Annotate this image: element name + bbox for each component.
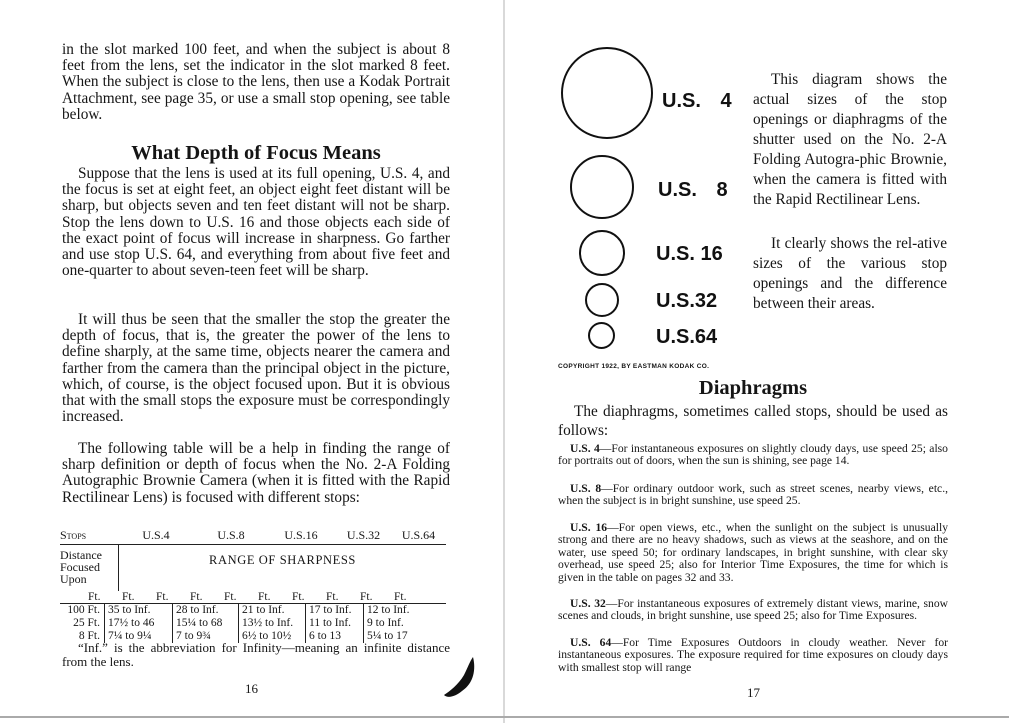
section-heading: What Depth of Focus Means xyxy=(131,142,381,164)
diaphragm-item xyxy=(558,483,948,508)
diaphragm-label: U.S. 8 xyxy=(570,482,602,495)
page-number: 16 xyxy=(245,681,258,696)
depth-of-focus-table xyxy=(60,528,446,643)
diaphragm-label: U.S. 4 xyxy=(570,442,600,455)
diaphragm-label: U.S. 16 xyxy=(570,521,608,534)
diaphragms-intro: The diaphragms, sometimes called stops, should be used as follows: xyxy=(558,403,948,439)
ft-label: Ft. xyxy=(122,591,135,603)
diaphragm-text: —For open views, etc., when the sunlight on the subject is unusually strong and there are no heavy shadows, such as views at the seashore, and on the water, use speed 50; for ordinary landscapes, in bright sunshine, with clear sky overhead, use speed 25; also for Interior Time Exposures, the time for which is given in the table on pages 32 and 33. xyxy=(558,521,948,584)
label-line: Upon xyxy=(60,572,87,586)
range-cell: 5¼ to 17 xyxy=(363,630,419,643)
range-cell: 6 to 13 xyxy=(305,630,363,643)
ft-label: Ft. xyxy=(224,591,237,603)
distance-cell: 25 Ft. xyxy=(73,617,100,629)
diaphragm-item xyxy=(558,637,948,674)
stop-label: U.S.32 xyxy=(656,290,718,312)
stop-header: U.S.32 xyxy=(346,528,381,542)
table-row xyxy=(60,604,446,617)
diaphragm-item xyxy=(558,443,948,468)
diaphragms-heading: Diaphragms xyxy=(698,377,808,399)
range-cell: 28 to Inf. xyxy=(172,604,238,617)
diaphragm-label: U.S. 64 xyxy=(570,636,612,649)
stop-circle-us16 xyxy=(579,230,625,276)
stop-label: U.S. 16 xyxy=(656,243,723,265)
range-cell: 17½ to 46 xyxy=(104,617,172,630)
stops-header-row xyxy=(60,528,446,545)
table-body xyxy=(60,604,446,643)
diaphragm-text: —For Time Exposures Outdoors in cloudy weather. Never for instantaneous exposures. The exposure required for time exposures on cloudy days with smallest stop will range xyxy=(558,636,948,674)
stops-label: Stops xyxy=(60,528,87,542)
ft-row xyxy=(60,591,446,604)
distance-label xyxy=(60,545,119,591)
stop-label: U.S.64 xyxy=(656,326,718,348)
stop-circle-us64 xyxy=(588,322,615,349)
diagram-description: It clearly shows the rel-ative sizes of the various stop openings and the difference between their areas. xyxy=(753,235,947,312)
range-cell: 6½ to 10½ xyxy=(238,630,305,643)
distance-cell: 8 Ft. xyxy=(78,630,100,642)
ft-label: Ft. xyxy=(156,591,169,603)
range-cell: 13½ to Inf. xyxy=(238,617,305,630)
ft-label: Ft. xyxy=(258,591,271,603)
range-cell: 21 to Inf. xyxy=(238,604,305,617)
stop-circle-us8 xyxy=(570,155,634,219)
range-cell: 7 to 9¾ xyxy=(172,630,238,643)
stop-label: U.S. 8 xyxy=(658,179,728,201)
stop-circle-us32 xyxy=(585,283,619,317)
range-cell: 17 to Inf. xyxy=(305,604,363,617)
body-paragraph: Suppose that the lens is used at its full opening, U.S. 4, and the focus is set at eight feet, an object eight feet distant will be sharp, but objects seven and ten feet distant will not be sharp. Stop the lens down to U.S. 16 and those objects each side of the exact point of focus will increase in sharpness. Go farther and use stop U.S. 64, and everything from about five feet and one-quarter to about seven-teen feet will be sharp. xyxy=(62,165,450,280)
ft-label: Ft. xyxy=(394,591,407,603)
stop-header: U.S.4 xyxy=(142,528,170,542)
body-paragraph: It will thus be seen that the smaller the stop the greater the depth of focus, that is, the greater the power of the lens to define sharply, at the same time, objects nearer the camera and farther from the camera than the principal object in the picture, which, of course, is the object focused upon. But it is obvious that with the small stops the exposure must be correspondingly increased. xyxy=(62,311,450,426)
range-cell: 35 to Inf. xyxy=(104,604,172,617)
range-cell: 15¼ to 68 xyxy=(172,617,238,630)
diaphragm-text: —For ordinary outdoor work, such as street scenes, nearby views, etc., when the subject is in bright sunshine, use speed 25. xyxy=(558,482,948,508)
range-cell: 11 to Inf. xyxy=(305,617,363,630)
ft-label: Ft. xyxy=(326,591,339,603)
range-cell: 7¼ to 9¼ xyxy=(104,630,172,643)
diaphragm-text: —For instantaneous exposures of extremely distant views, marine, snow scenes and clouds, in bright sunshine, use speed 25; also for Time Exposures. xyxy=(558,597,948,623)
ft-label: Ft. xyxy=(360,591,373,603)
ink-blot-icon xyxy=(440,655,478,699)
range-header-row xyxy=(60,545,446,591)
body-paragraph: The following table will be a help in finding the range of sharp definition or depth of focus when the No. 2-A Folding Autographic Brownie Camera (when it is fitted with the Rapid Rectilinear Lens) is focused with different stops: xyxy=(62,440,450,506)
intro-paragraph: in the slot marked 100 feet, and when the subject is about 8 feet from the lens, set the indicator in the slot marked 8 feet. When the subject is close to the lens, then use a Kodak Portrait Attachment, see page 35, or use a small stop opening, see table below. xyxy=(62,41,450,123)
diaphragm-item xyxy=(558,598,948,623)
table-row xyxy=(60,617,446,630)
ft-label: Ft. xyxy=(88,591,101,603)
range-cell: 9 to Inf. xyxy=(363,617,419,630)
stop-circle-us4 xyxy=(561,47,653,139)
copyright-notice: COPYRIGHT 1922, BY EASTMAN KODAK CO. xyxy=(558,363,710,370)
stop-header: U.S.64 xyxy=(401,528,436,542)
stop-header: U.S.16 xyxy=(284,528,318,542)
diaphragm-label: U.S. 32 xyxy=(570,597,606,610)
diaphragm-item xyxy=(558,522,948,584)
range-cell: 12 to Inf. xyxy=(363,604,419,617)
ft-label: Ft. xyxy=(292,591,305,603)
page-edge xyxy=(0,716,1009,718)
stop-header: U.S.8 xyxy=(217,528,245,542)
stop-label: U.S. 4 xyxy=(662,90,732,112)
infinity-caption: “Inf.” is the abbreviation for Infinity—meaning an infinite distance from the lens. xyxy=(62,640,450,669)
left-page xyxy=(0,0,504,723)
range-title: RANGE OF SHARPNESS xyxy=(209,553,356,567)
diaphragm-text: —For instantaneous exposures on slightly cloudy days, use speed 25; also for portraits out of doors, when the sun is shining, see page 14. xyxy=(558,442,948,468)
label-line: Focused xyxy=(60,560,100,574)
ft-label: Ft. xyxy=(190,591,203,603)
diagram-description: This diagram shows the actual sizes of the stop openings or diaphragms of the shutter used on the No. 2-A Folding Autogra-phic Brownie, when the camera is fitted with the Rapid Rectilinear Lens. xyxy=(753,71,947,208)
page-number: 17 xyxy=(747,685,760,700)
distance-cell: 100 Ft. xyxy=(67,604,100,616)
label-line: Distance xyxy=(60,548,102,562)
